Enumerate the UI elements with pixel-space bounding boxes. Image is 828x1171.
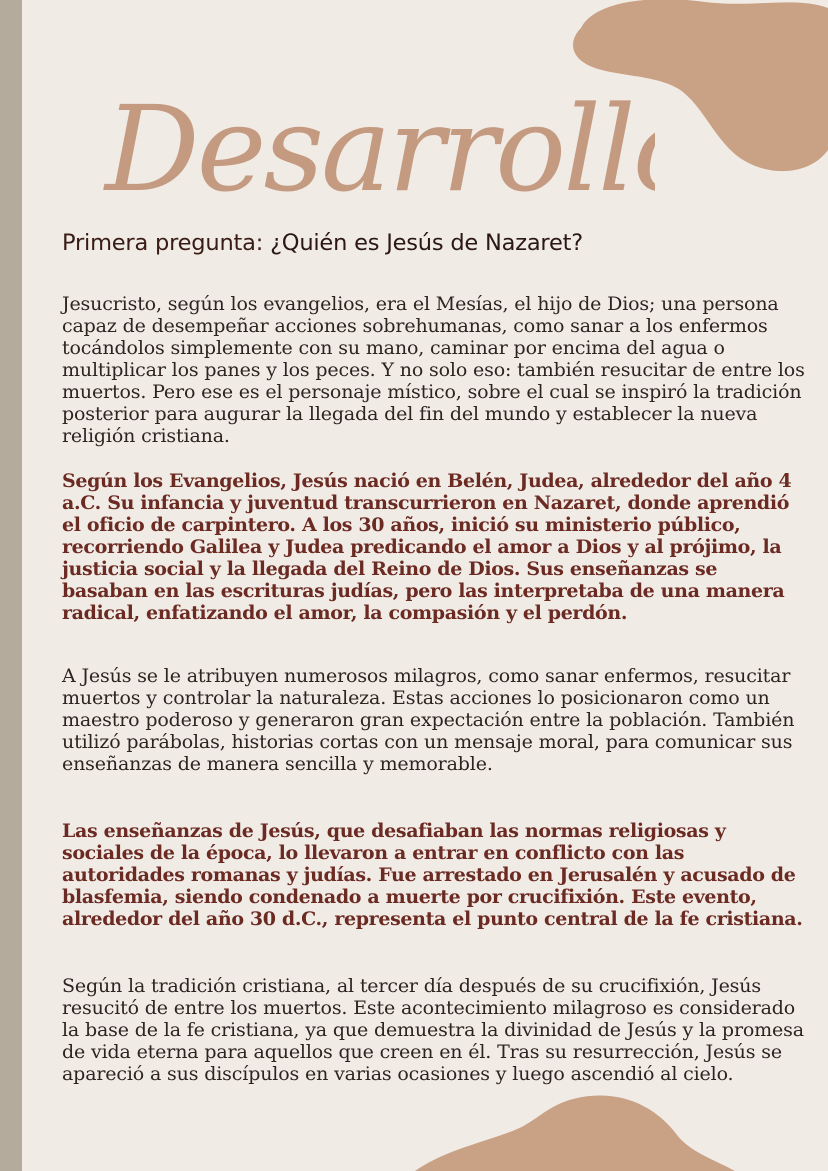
subtitle-label: Primera pregunta: xyxy=(62,230,264,256)
paragraph-2: Según los Evangelios, Jesús nació en Belén, Judea, alrededor del año 4 a.C. Su infancia y juventud transcurrieron en Nazaret, donde aprendió el oficio de carpintero. A los 30 años, inició su ministerio público, recorriendo Galilea y Judea predicando el amor a Dios y al prójimo, la justicia social y la llegada del Reino de Dios. Sus enseñanzas se basaban en las escrituras judías, pero las interpretaba de una manera radical, enfatizando el amor, la compasión y el perdón. xyxy=(62,470,792,624)
page-title xyxy=(95,30,655,240)
page-title-text: Desarrollo xyxy=(105,80,655,218)
paragraph-3: A Jesús se le atribuyen numerosos milagros, como sanar enfermos, resucitar muertos y controlar la naturaleza. Estas acciones lo posicionaron como un maestro poderoso y generaron gran expectación entre la población. También utilizó parábolas, historias cortas con un mensaje moral, para comunicar sus enseñanzas de manera sencilla y memorable. xyxy=(62,665,795,775)
paragraph-1: Jesucristo, según los evangelios, era el Mesías, el hijo de Dios; una persona capaz de desempeñar acciones sobrehumanas, como sanar a los enfermos tocándolos simplemente con su mano, caminar por encima del agua o multiplicar los panes y los peces. Y no solo eso: también resucitar de entre los muertos. Pero ese es el personaje místico, sobre el cual se inspiró la tradición posterior para augurar la llegada del fin del mundo y establecer la nueva religión cristiana. xyxy=(62,293,805,447)
paragraph-5: Según la tradición cristiana, al tercer día después de su crucifixión, Jesús resucitó de entre los muertos. Este acontecimiento milagroso es considerado la base de la fe cristiana, ya que demuestra la divinidad de Jesús y la promesa de vida eterna para aquellos que creen en él. Tras su resurrección, Jesús se apareció a sus discípulos en varias ocasiones y luego ascendió al cielo. xyxy=(62,975,804,1085)
section-subtitle xyxy=(62,230,583,256)
side-bar xyxy=(0,0,22,1171)
subtitle-question: ¿Quién es Jesús de Nazaret? xyxy=(270,230,583,256)
paragraph-4: Las enseñanzas de Jesús, que desafiaban las normas religiosas y sociales de la época, lo llevaron a entrar en conflicto con las autoridades romanas y judías. Fue arrestado en Jerusalén y acusado de blasfemia, siendo condenado a muerte por crucifixión. Este evento, alrededor del año 30 d.C., representa el punto central de la fe cristiana. xyxy=(62,820,803,930)
decorative-blob-bottom xyxy=(415,1090,735,1171)
